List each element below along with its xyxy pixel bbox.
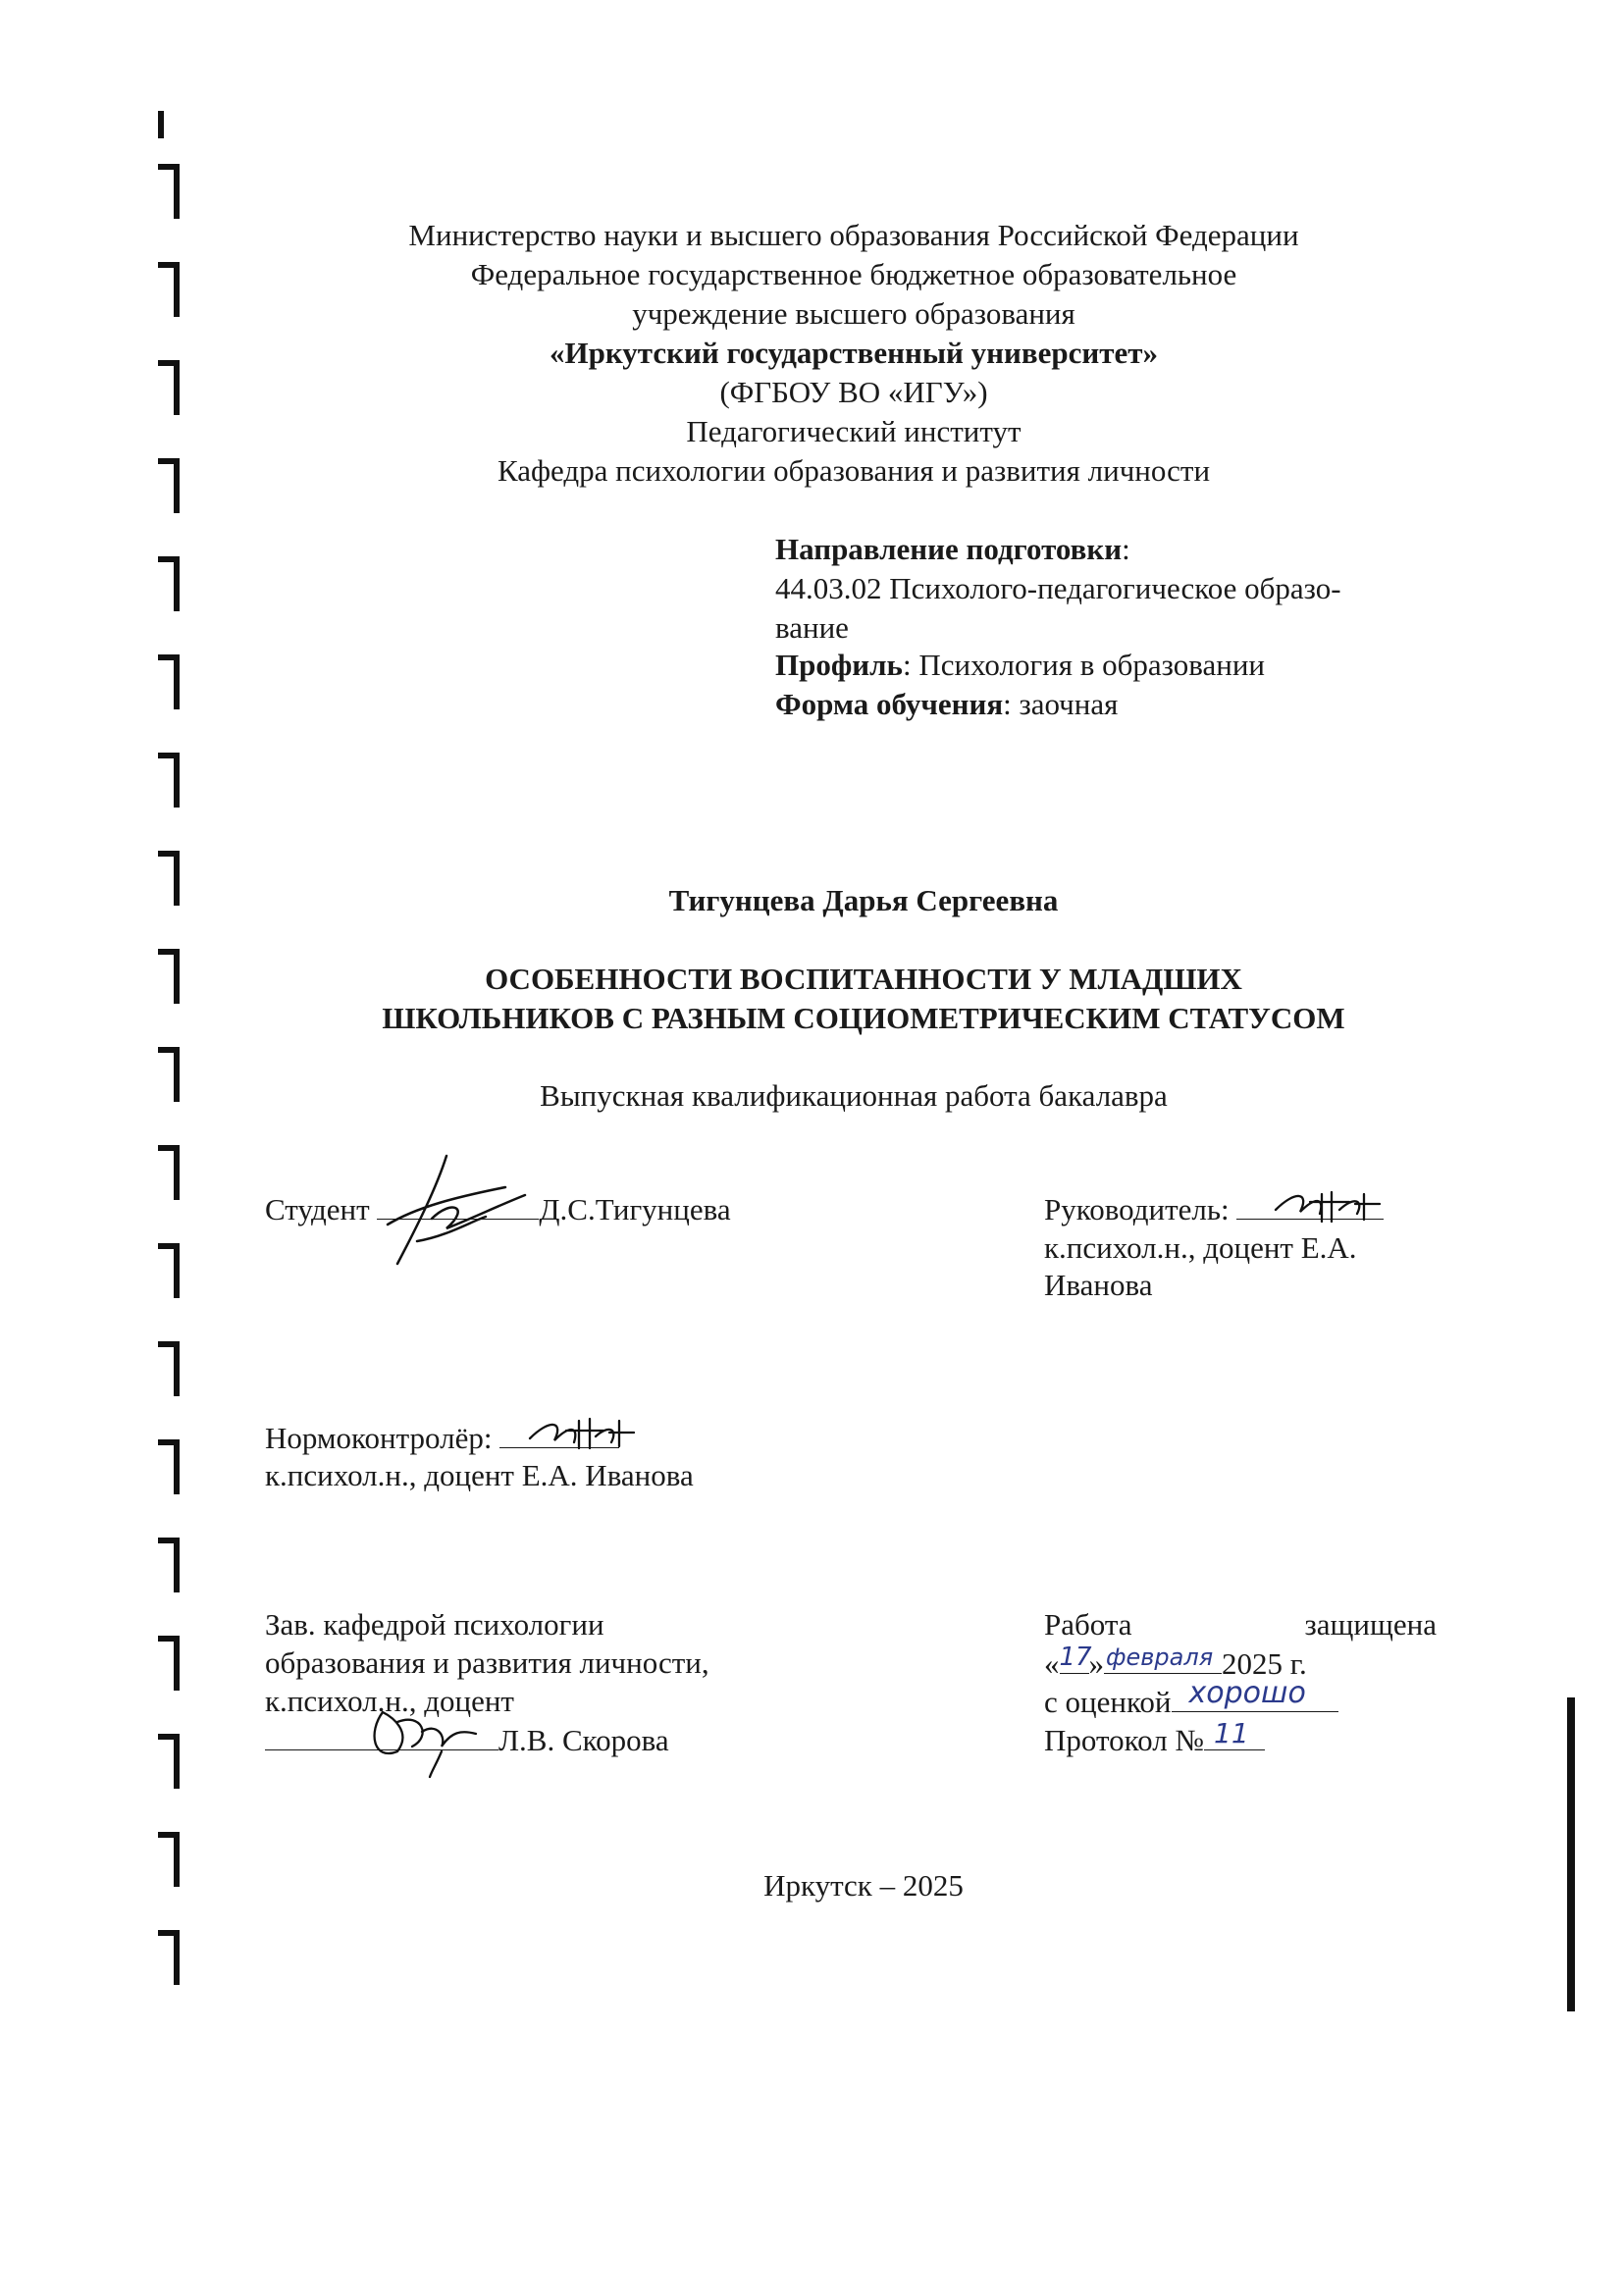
supervisor-title: к.психол.н., доцент Е.А.: [1044, 1230, 1357, 1265]
binding-marks: [157, 98, 196, 2011]
defense-line-1: [1044, 1605, 1437, 1644]
study-form-label: Форма обучения: [775, 687, 1004, 721]
head-signature: [353, 1693, 491, 1781]
head-line-1: Зав. кафедрой психологии: [265, 1607, 604, 1642]
date-open-quote: «: [1044, 1646, 1060, 1681]
institution-type-line: Федеральное государственное бюджетное образовательное: [470, 257, 1237, 291]
grade-label: с оценкой: [1044, 1685, 1172, 1719]
profile-value: Психология в образовании: [918, 648, 1265, 682]
normcontrol-signature: [525, 1411, 643, 1460]
institute-name: Педагогический институт: [686, 414, 1022, 448]
direction-label: Направление подготовки: [775, 532, 1123, 566]
profile-label: Профиль: [775, 648, 903, 682]
scan-edge-bar: [1567, 1697, 1575, 2011]
ministry-line: Министерство науки и высшего образования Российской Федерации: [408, 218, 1299, 252]
direction-value: 44.03.02 Психолого-педагогическое образо-: [775, 571, 1341, 605]
study-form-value: заочная: [1019, 687, 1119, 721]
supervisor-signature: [1271, 1182, 1388, 1231]
head-line-2: образования и развития личности,: [265, 1645, 709, 1680]
supervisor-label: Руководитель:: [1044, 1192, 1230, 1226]
date-month-field: [1104, 1643, 1222, 1674]
protocol-field: [1204, 1717, 1265, 1750]
department-name: Кафедра психологии образования и развития личности: [497, 453, 1211, 488]
study-form-line: Форма обучения: заочная: [775, 687, 1119, 721]
direction-value-cont: вание: [775, 610, 849, 645]
profile-line: Профиль: Психология в образовании: [775, 648, 1265, 682]
supervisor-title-cont: Иванова: [1044, 1268, 1153, 1302]
grade-value: хорошо: [1188, 1676, 1306, 1710]
date-month: февраля: [1106, 1643, 1214, 1671]
date-close-quote: »: [1088, 1646, 1104, 1681]
protocol-number: 11: [1214, 1717, 1249, 1749]
university-abbr: (ФГБОУ ВО «ИГУ»): [719, 375, 988, 409]
thesis-title-line-2: ШКОЛЬНИКОВ С РАЗНЫМ СОЦИОМЕТРИЧЕСКИМ СТАТУСОМ: [382, 1001, 1345, 1035]
normcontrol-title: к.психол.н., доцент Е.А. Иванова: [265, 1458, 694, 1492]
date-year: 2025 г.: [1222, 1646, 1307, 1681]
head-name: Л.В. Скорова: [498, 1723, 669, 1757]
student-name: Д.С.Тигунцева: [539, 1192, 731, 1226]
author-name: Тигунцева Дарья Сергеевна: [668, 883, 1059, 917]
university-name: «Иркутский государственный университет»: [550, 336, 1158, 370]
date-day-field: [1059, 1643, 1092, 1674]
thesis-title-line-1: ОСОБЕННОСТИ ВОСПИТАННОСТИ У МЛАДШИХ: [485, 962, 1242, 996]
student-signature: [378, 1148, 535, 1276]
student-label: Студент: [265, 1192, 370, 1226]
protocol-line: [1044, 1717, 1265, 1760]
head-line-3: к.психол.н., доцент: [265, 1684, 514, 1718]
direction-line: Направление подготовки:: [775, 532, 1130, 566]
institution-type-line-2: учреждение высшего образования: [632, 296, 1075, 331]
grade-line: [1044, 1676, 1338, 1722]
defense-word-1: Работа: [1044, 1607, 1132, 1642]
protocol-label: Протокол №: [1044, 1723, 1204, 1757]
defense-word-2: защищена: [1304, 1607, 1437, 1642]
normcontrol-label: Нормоконтролёр:: [265, 1421, 493, 1455]
date-day: 17: [1059, 1643, 1092, 1672]
city-year: Иркутск – 2025: [763, 1868, 964, 1903]
grade-field: [1172, 1676, 1338, 1712]
work-type: Выпускная квалификационная работа бакалавра: [540, 1078, 1168, 1113]
